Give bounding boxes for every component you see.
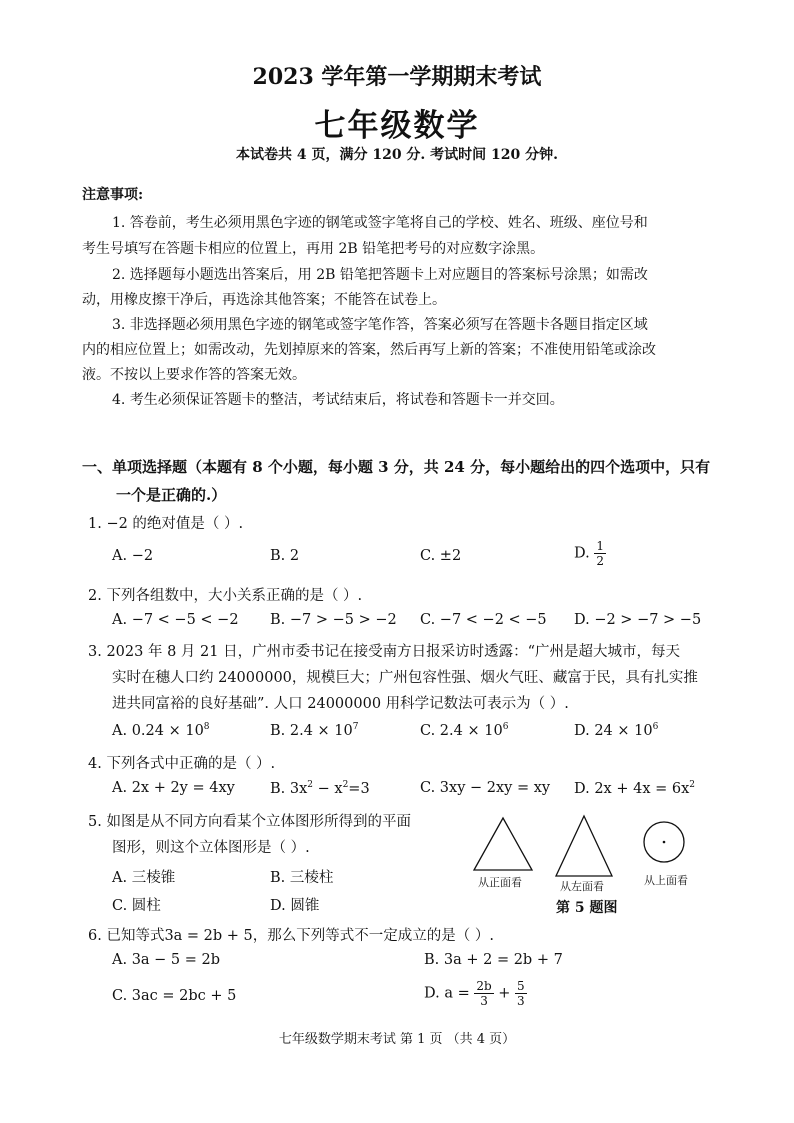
question-6-stem: 6. 已知等式3a = 2b + 5，那么下列等式不一定成立的是（ ）. xyxy=(88,928,494,944)
q6-option-c: C. 3ac = 2bc + 5 xyxy=(112,988,237,1004)
exponent: 8 xyxy=(203,722,210,732)
numerator: 5 xyxy=(517,979,525,993)
q2-option-d: D. −2 > −7 > −5 xyxy=(574,612,702,628)
option-base: D. 24 × 10 xyxy=(574,723,653,739)
q1-option-c: C. ±2 xyxy=(420,548,462,564)
q6-option-d xyxy=(424,980,527,1007)
fraction xyxy=(474,980,493,1007)
option-end: =3 xyxy=(348,781,370,797)
exponent: 2 xyxy=(689,780,696,790)
question-1-stem: 1. −2 的绝对值是（ ）. xyxy=(88,516,244,532)
exponent: 6 xyxy=(502,722,509,732)
question-3-line: 3. 2023 年 8 月 21 日，广州市委书记在接受南方日报采访时透露：“广州是超大城市，每天 xyxy=(88,644,680,660)
q3-option-d xyxy=(574,722,658,739)
q1-option-d xyxy=(574,540,606,567)
option-mid: − x xyxy=(313,781,343,797)
q1-option-a: A. −2 xyxy=(112,548,154,564)
q3-option-a xyxy=(112,722,210,739)
q2-option-c: C. −7 < −2 < −5 xyxy=(420,612,547,628)
option-base: C. 2.4 × 10 xyxy=(420,723,503,739)
fraction xyxy=(515,980,527,1007)
notice-line: 液。不按以上要求作答的答案无效。 xyxy=(82,367,306,383)
exponent: 6 xyxy=(652,722,659,732)
q4-option-a: A. 2x + 2y = 4xy xyxy=(112,780,235,796)
q5-option-b: B. 三棱柱 xyxy=(270,870,334,886)
notice-line: 4. 考生必须保证答题卡的整洁，考试结束后，将试卷和答题卡一并交回。 xyxy=(112,392,564,408)
q3-option-c xyxy=(420,722,508,739)
question-5-line: 5. 如图是从不同方向看某个立体图形所得到的平面 xyxy=(88,814,411,830)
denominator: 2 xyxy=(596,554,604,568)
top-view-center-dot xyxy=(663,841,666,844)
question-4-stem: 4. 下列各式中正确的是（ ）. xyxy=(88,756,276,772)
figure-title: 第 5 题图 xyxy=(556,900,618,916)
numerator: 2b xyxy=(476,979,492,993)
q5-option-d: D. 圆锥 xyxy=(270,898,320,914)
notice-line: 动，用橡皮擦干净后，再选涂其他答案；不能答在试卷上。 xyxy=(82,292,446,308)
q4-option-d xyxy=(574,780,695,797)
fraction xyxy=(594,540,606,567)
section-heading: 一、单项选择题（本题有 8 个小题，每小题 3 分，共 24 分，每小题给出的四个选项中，只有 xyxy=(82,458,711,476)
question-3-line: 实时在穗人口约 24000000，规模巨大；广州包容性强、烟火气旺、藏富于民，具有扎实推 xyxy=(112,670,698,686)
figure-label-left: 从左面看 xyxy=(560,880,604,893)
q3-option-b xyxy=(270,722,359,739)
option-base: A. 0.24 × 10 xyxy=(112,723,204,739)
exponent: 2 xyxy=(307,780,314,790)
exam-title: 2023 学年第一学期期末考试 xyxy=(252,64,542,90)
option-base: B. 3x xyxy=(270,781,308,797)
denominator: 3 xyxy=(480,994,488,1008)
exponent: 2 xyxy=(342,780,349,790)
option-base: D. 2x + 4x = 6x xyxy=(574,781,690,797)
notice-line: 内的相应位置上；如需改动，先划掉原来的答案，然后再写上新的答案；不准使用铅笔或涂改 xyxy=(82,342,656,358)
figure-label-front: 从正面看 xyxy=(478,876,522,889)
q1-option-d-label: D. xyxy=(574,545,590,562)
q6-option-a: A. 3a − 5 = 2b xyxy=(112,952,221,968)
question-2-stem: 2. 下列各组数中，大小关系正确的是（ ）. xyxy=(88,588,363,604)
section-heading-cont: 一个是正确的.） xyxy=(116,486,227,504)
q5-option-c: C. 圆柱 xyxy=(112,898,161,914)
figure-label-top: 从上面看 xyxy=(644,874,688,887)
q5-option-a: A. 三棱锥 xyxy=(112,870,176,886)
q1-option-b: B. 2 xyxy=(270,548,300,564)
q6-option-b: B. 3a + 2 = 2b + 7 xyxy=(424,952,563,968)
exam-info: 本试卷共 4 页，满分 120 分. 考试时间 120 分钟. xyxy=(235,147,559,163)
question-3-line: 进共同富裕的良好基础”. 人口 24000000 用科学记数法可表示为（ ）. xyxy=(112,696,569,712)
page-footer: 七年级数学期末考试 第 1 页 （共 4 页） xyxy=(278,1032,516,1047)
notice-line: 3. 非选择题必须用黑色字迹的钢笔或签字笔作答，答案必须写在答题卡各题目指定区域 xyxy=(112,317,648,333)
numerator: 1 xyxy=(596,539,604,553)
q2-option-a: A. −7 < −5 < −2 xyxy=(112,612,239,628)
front-view-triangle xyxy=(474,818,532,870)
left-view-triangle xyxy=(556,816,612,876)
q4-option-c: C. 3xy − 2xy = xy xyxy=(420,780,551,796)
plus-sign: + xyxy=(498,985,511,1002)
notice-heading: 注意事项: xyxy=(82,187,144,203)
option-base: B. 2.4 × 10 xyxy=(270,723,353,739)
subject-title: 七年级数学 xyxy=(314,108,480,144)
q2-option-b: B. −7 > −5 > −2 xyxy=(270,612,397,628)
notice-line: 考生号填写在答题卡相应的位置上，再用 2B 铅笔把考号的对应数字涂黑。 xyxy=(82,241,545,257)
q4-option-b xyxy=(270,780,370,797)
notice-line: 2. 选择题每小题选出答案后，用 2B 铅笔把答题卡上对应题目的答案标号涂黑；如需改 xyxy=(112,267,648,283)
q6-option-d-label: D. a = xyxy=(424,985,470,1002)
question-5-line: 图形，则这个立体图形是（ ）. xyxy=(112,840,310,856)
notice-line: 1. 答卷前，考生必须用黑色字迹的钢笔或签字笔将自己的学校、姓名、班级、座位号和 xyxy=(112,215,648,231)
exponent: 7 xyxy=(352,722,359,732)
denominator: 3 xyxy=(517,994,525,1008)
